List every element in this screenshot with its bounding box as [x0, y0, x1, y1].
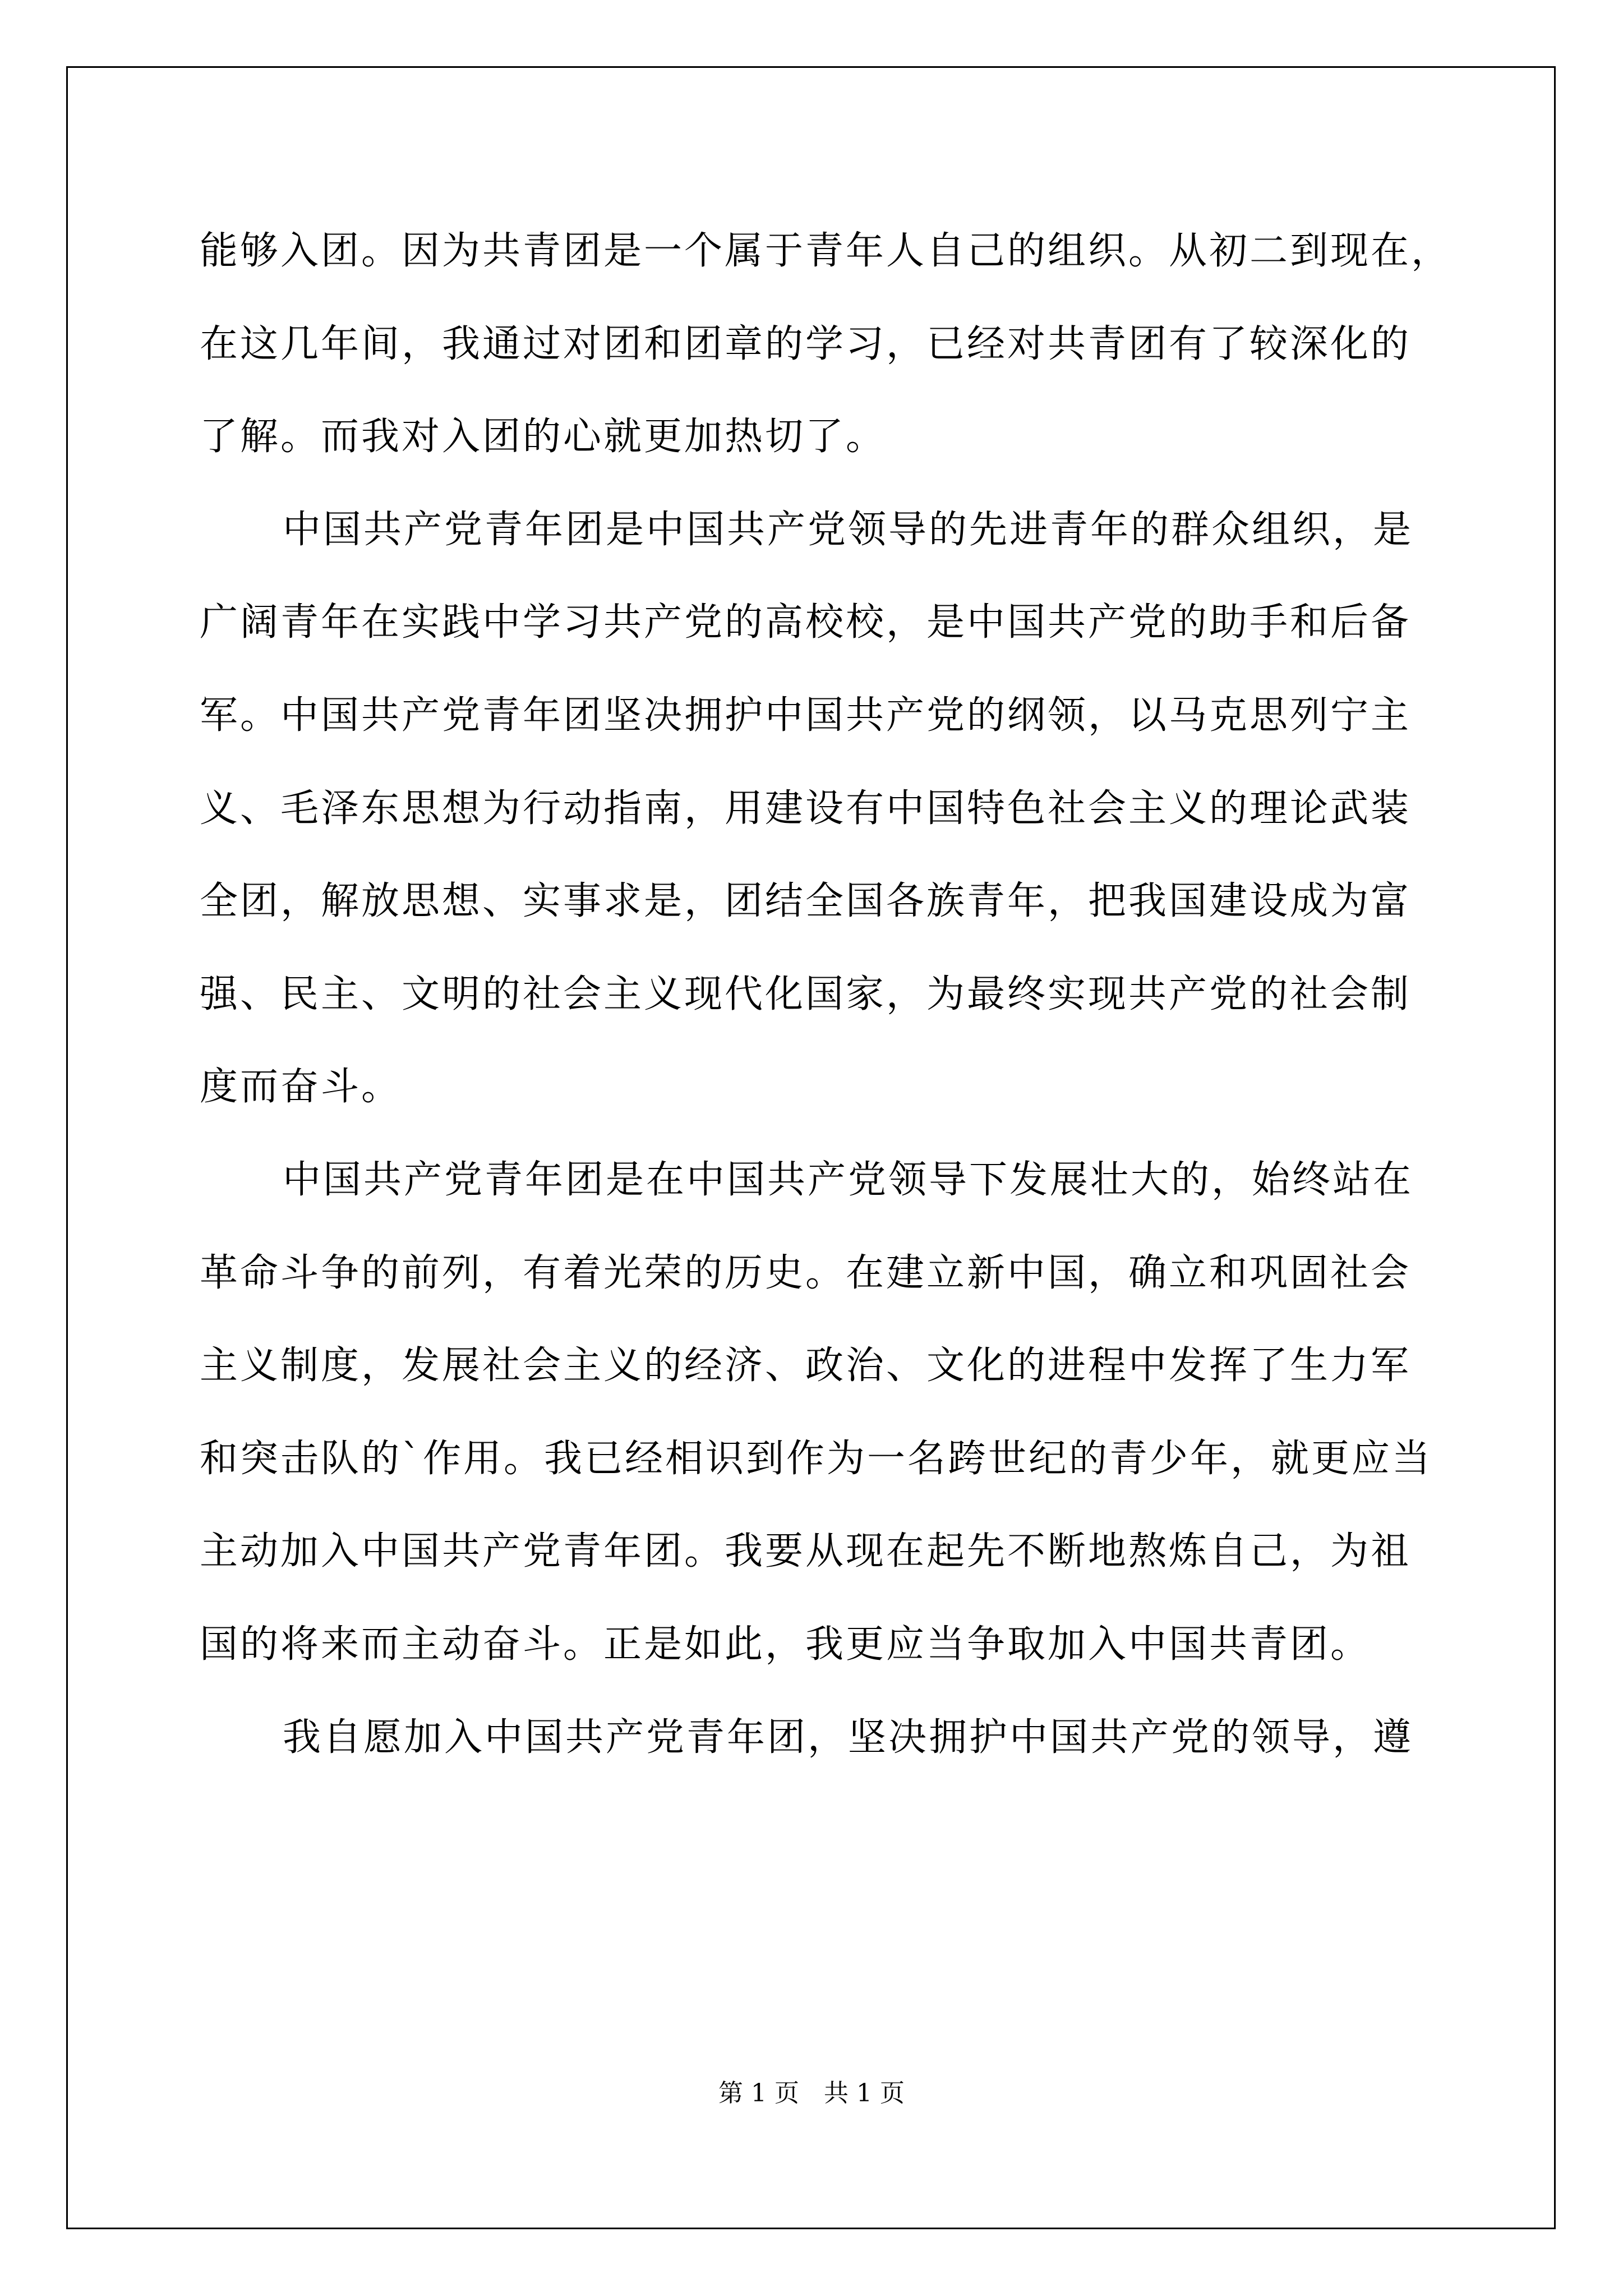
text-line: 度而奋斗。 — [200, 1065, 402, 1110]
text-line: 了解。而我对入团的心就更加热切了。 — [200, 415, 887, 459]
text-line: 强、民主、文明的社会主义现代化国家，为最终实现共产党的社会制 — [200, 972, 1412, 1016]
text-line: 和突击队的`作用。我已经相识到作为一名跨世纪的青少年，就更应当 — [200, 1436, 1433, 1481]
text-line: 广阔青年在实践中学习共产党的高校校，是中国共产党的助手和后备 — [200, 600, 1412, 645]
paragraph-start-line: 中国共产党青年团是在中国共产党领导下发展壮大的，始终站在 — [283, 1157, 1414, 1202]
paragraph-start-line: 中国共产党青年团是中国共产党领导的先进青年的群众组织，是 — [283, 507, 1414, 552]
text-line: 国的将来而主动奋斗。正是如此，我更应当争取加入中国共青团。 — [200, 1622, 1371, 1667]
paragraph-start-line: 我自愿加入中国共产党青年团，坚决拥护中国共产党的领导，遵 — [283, 1715, 1414, 1760]
text-line: 革命斗争的前列，有着光荣的历史。在建立新中国，确立和巩固社会 — [200, 1250, 1412, 1295]
text-line: 在这几年间，我通过对团和团章的学习，已经对共青团有了较深化的 — [200, 321, 1412, 366]
text-line: 主义制度，发展社会主义的经济、政治、文化的进程中发挥了生力军 — [200, 1343, 1412, 1388]
page-footer: 第 1 页 共 1 页 — [718, 2079, 905, 2108]
text-line: 主动加入中国共产党青年团。我要从现在起先不断地熬炼自己，为祖 — [200, 1529, 1412, 1574]
text-line: 军。中国共产党青年团坚决拥护中国共产党的纲领，以马克思列宁主 — [200, 693, 1412, 738]
text-line: 全团，解放思想、实事求是，团结全国各族青年，把我国建设成为富 — [200, 879, 1412, 924]
document-body — [200, 205, 1452, 1784]
text-line: 能够入团。因为共青团是一个属于青年人自己的组织。从初二到现在， — [200, 229, 1452, 273]
text-line: 义、毛泽东思想为行动指南，用建设有中国特色社会主义的理论武装 — [200, 786, 1412, 831]
